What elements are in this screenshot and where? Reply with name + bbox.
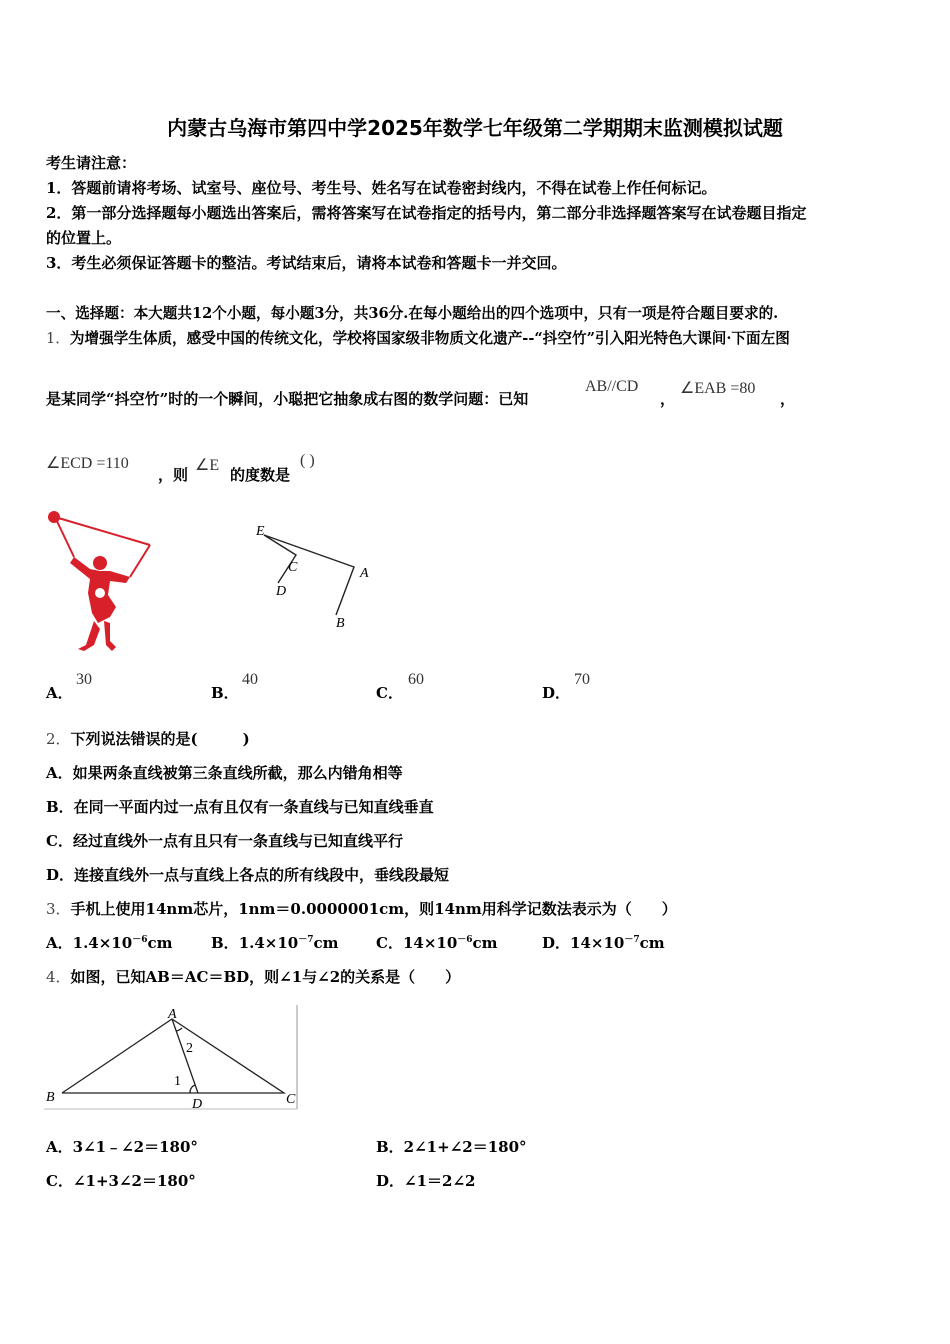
point-label: C — [286, 1092, 296, 1107]
angle-label: 1 — [174, 1074, 181, 1089]
comma: ， — [780, 390, 796, 408]
notice-heading: 考生请注意： — [46, 154, 137, 172]
notice-item: 1．答题前请将考场、试室号、座位号、考生号、姓名写在试卷密封线内，不得在试卷上作任何标记。 — [46, 179, 717, 197]
unit: cm — [147, 934, 173, 952]
question-text: ，则 — [158, 466, 189, 484]
question-number: 1． — [46, 330, 70, 347]
question-3-stem — [46, 898, 677, 919]
option-value: 1.4×10 — [72, 934, 133, 952]
section-heading: 一、选择题：本大题共12个小题，每小题3分，共36分.在每小题给出的四个选项中，只有一项是符合题目要求的. — [46, 305, 779, 322]
diabolo-icon — [48, 511, 60, 523]
point-label: E — [256, 524, 265, 539]
question-text: 如图，已知AB＝AC＝BD，则∠1与∠2的关系是（ ） — [70, 968, 461, 986]
question-text: 下列说法错误的是( ) — [70, 730, 250, 748]
option-label: D． — [542, 934, 571, 952]
question-4-stem — [46, 966, 460, 987]
option-label: C． — [376, 934, 403, 952]
math-parallel: AB//CD — [585, 378, 639, 395]
point-label: A — [360, 566, 369, 581]
math-angle-eab: ∠EAB =80 — [680, 380, 756, 397]
unit: cm — [472, 934, 498, 952]
option-item: B．在同一平面内过一点有且仅有一条直线与已知直线垂直 — [46, 798, 434, 816]
math-angle-e: ∠E — [195, 457, 220, 474]
option-item: A．如果两条直线被第三条直线所截，那么内错角相等 — [46, 764, 403, 782]
point-label: A — [168, 1007, 177, 1022]
exponent: －7 — [298, 935, 314, 945]
question-number: 3． — [46, 900, 71, 918]
option-item: A．3∠1﹣∠2＝180° — [46, 1138, 198, 1156]
question-1-line1 — [46, 327, 790, 348]
option-label: C． — [376, 684, 403, 702]
page-title: 内蒙古乌海市第四中学2025年数学七年级第二学期期末监测模拟试题 — [167, 116, 783, 140]
comma: ， — [660, 390, 676, 408]
option-value: 30 — [76, 671, 92, 688]
option-item — [46, 932, 172, 953]
unit: cm — [313, 934, 339, 952]
option-value: 40 — [242, 671, 258, 688]
option-item — [211, 932, 339, 953]
option-value: 1.4×10 — [238, 934, 299, 952]
point-label: B — [336, 616, 345, 631]
exponent: －7 — [624, 935, 640, 945]
math-angle-ecd: ∠ECD =110 — [46, 455, 129, 472]
exponent: －6 — [132, 935, 148, 945]
question-2-stem — [46, 728, 250, 749]
option-value: 70 — [574, 671, 590, 688]
question-text: 手机上使用14nm芯片，1nm＝0.0000001cm，则14nm用科学记数法表示为（ ） — [70, 900, 677, 918]
question-number: 4． — [46, 968, 71, 986]
point-label: D — [192, 1097, 203, 1111]
option-item: C．∠1+3∠2＝180° — [46, 1172, 196, 1190]
option-label: D． — [542, 684, 571, 702]
exponent: －6 — [457, 935, 473, 945]
option-value: 60 — [408, 671, 424, 688]
option-item — [542, 932, 665, 953]
option-item: B．2∠1+∠2＝180° — [376, 1138, 527, 1156]
option-item: C．经过直线外一点有且只有一条直线与已知直线平行 — [46, 832, 403, 850]
question-number: 2． — [46, 730, 71, 748]
q4-triangle-figure — [44, 1005, 300, 1111]
question-1-line2 — [46, 388, 528, 409]
q1-geometry-figure — [250, 515, 390, 635]
notice-item: 的位置上。 — [46, 229, 122, 247]
option-label: A． — [46, 934, 73, 952]
question-text: 为增强学生体质，感受中国的传统文化，学校将国家级非物质文化遗产--“抖空竹”引入阳光特色大课间·下面左图 — [69, 330, 790, 347]
option-item: D．∠1＝2∠2 — [376, 1172, 476, 1190]
notice-item: 3．考生必须保证答题卡的整洁。考试结束后，请将本试卷和答题卡一并交回。 — [46, 254, 567, 272]
unit: cm — [639, 934, 665, 952]
option-label: B． — [211, 684, 239, 702]
answer-paren: ( ) — [300, 452, 315, 469]
option-label: A． — [46, 684, 73, 702]
option-item: D．连接直线外一点与直线上各点的所有线段中，垂线段最短 — [46, 866, 450, 884]
option-item — [376, 932, 498, 953]
diabolo-figure — [40, 505, 160, 655]
option-label: B． — [211, 934, 239, 952]
question-text: 是某同学“抖空竹”时的一个瞬间，小聪把它抽象成右图的数学问题：已知 — [46, 390, 529, 408]
point-label: C — [288, 560, 298, 575]
point-label: D — [276, 584, 287, 599]
option-value: 14×10 — [402, 934, 458, 952]
angle-label: 2 — [186, 1041, 193, 1056]
notice-item: 2．第一部分选择题每小题选出答案后，需将答案写在试卷指定的括号内，第二部分非选择题答案写在试卷题目指定 — [46, 204, 807, 222]
option-value: 14×10 — [570, 934, 625, 952]
point-label: B — [46, 1090, 55, 1105]
question-text: 的度数是 — [230, 466, 291, 484]
